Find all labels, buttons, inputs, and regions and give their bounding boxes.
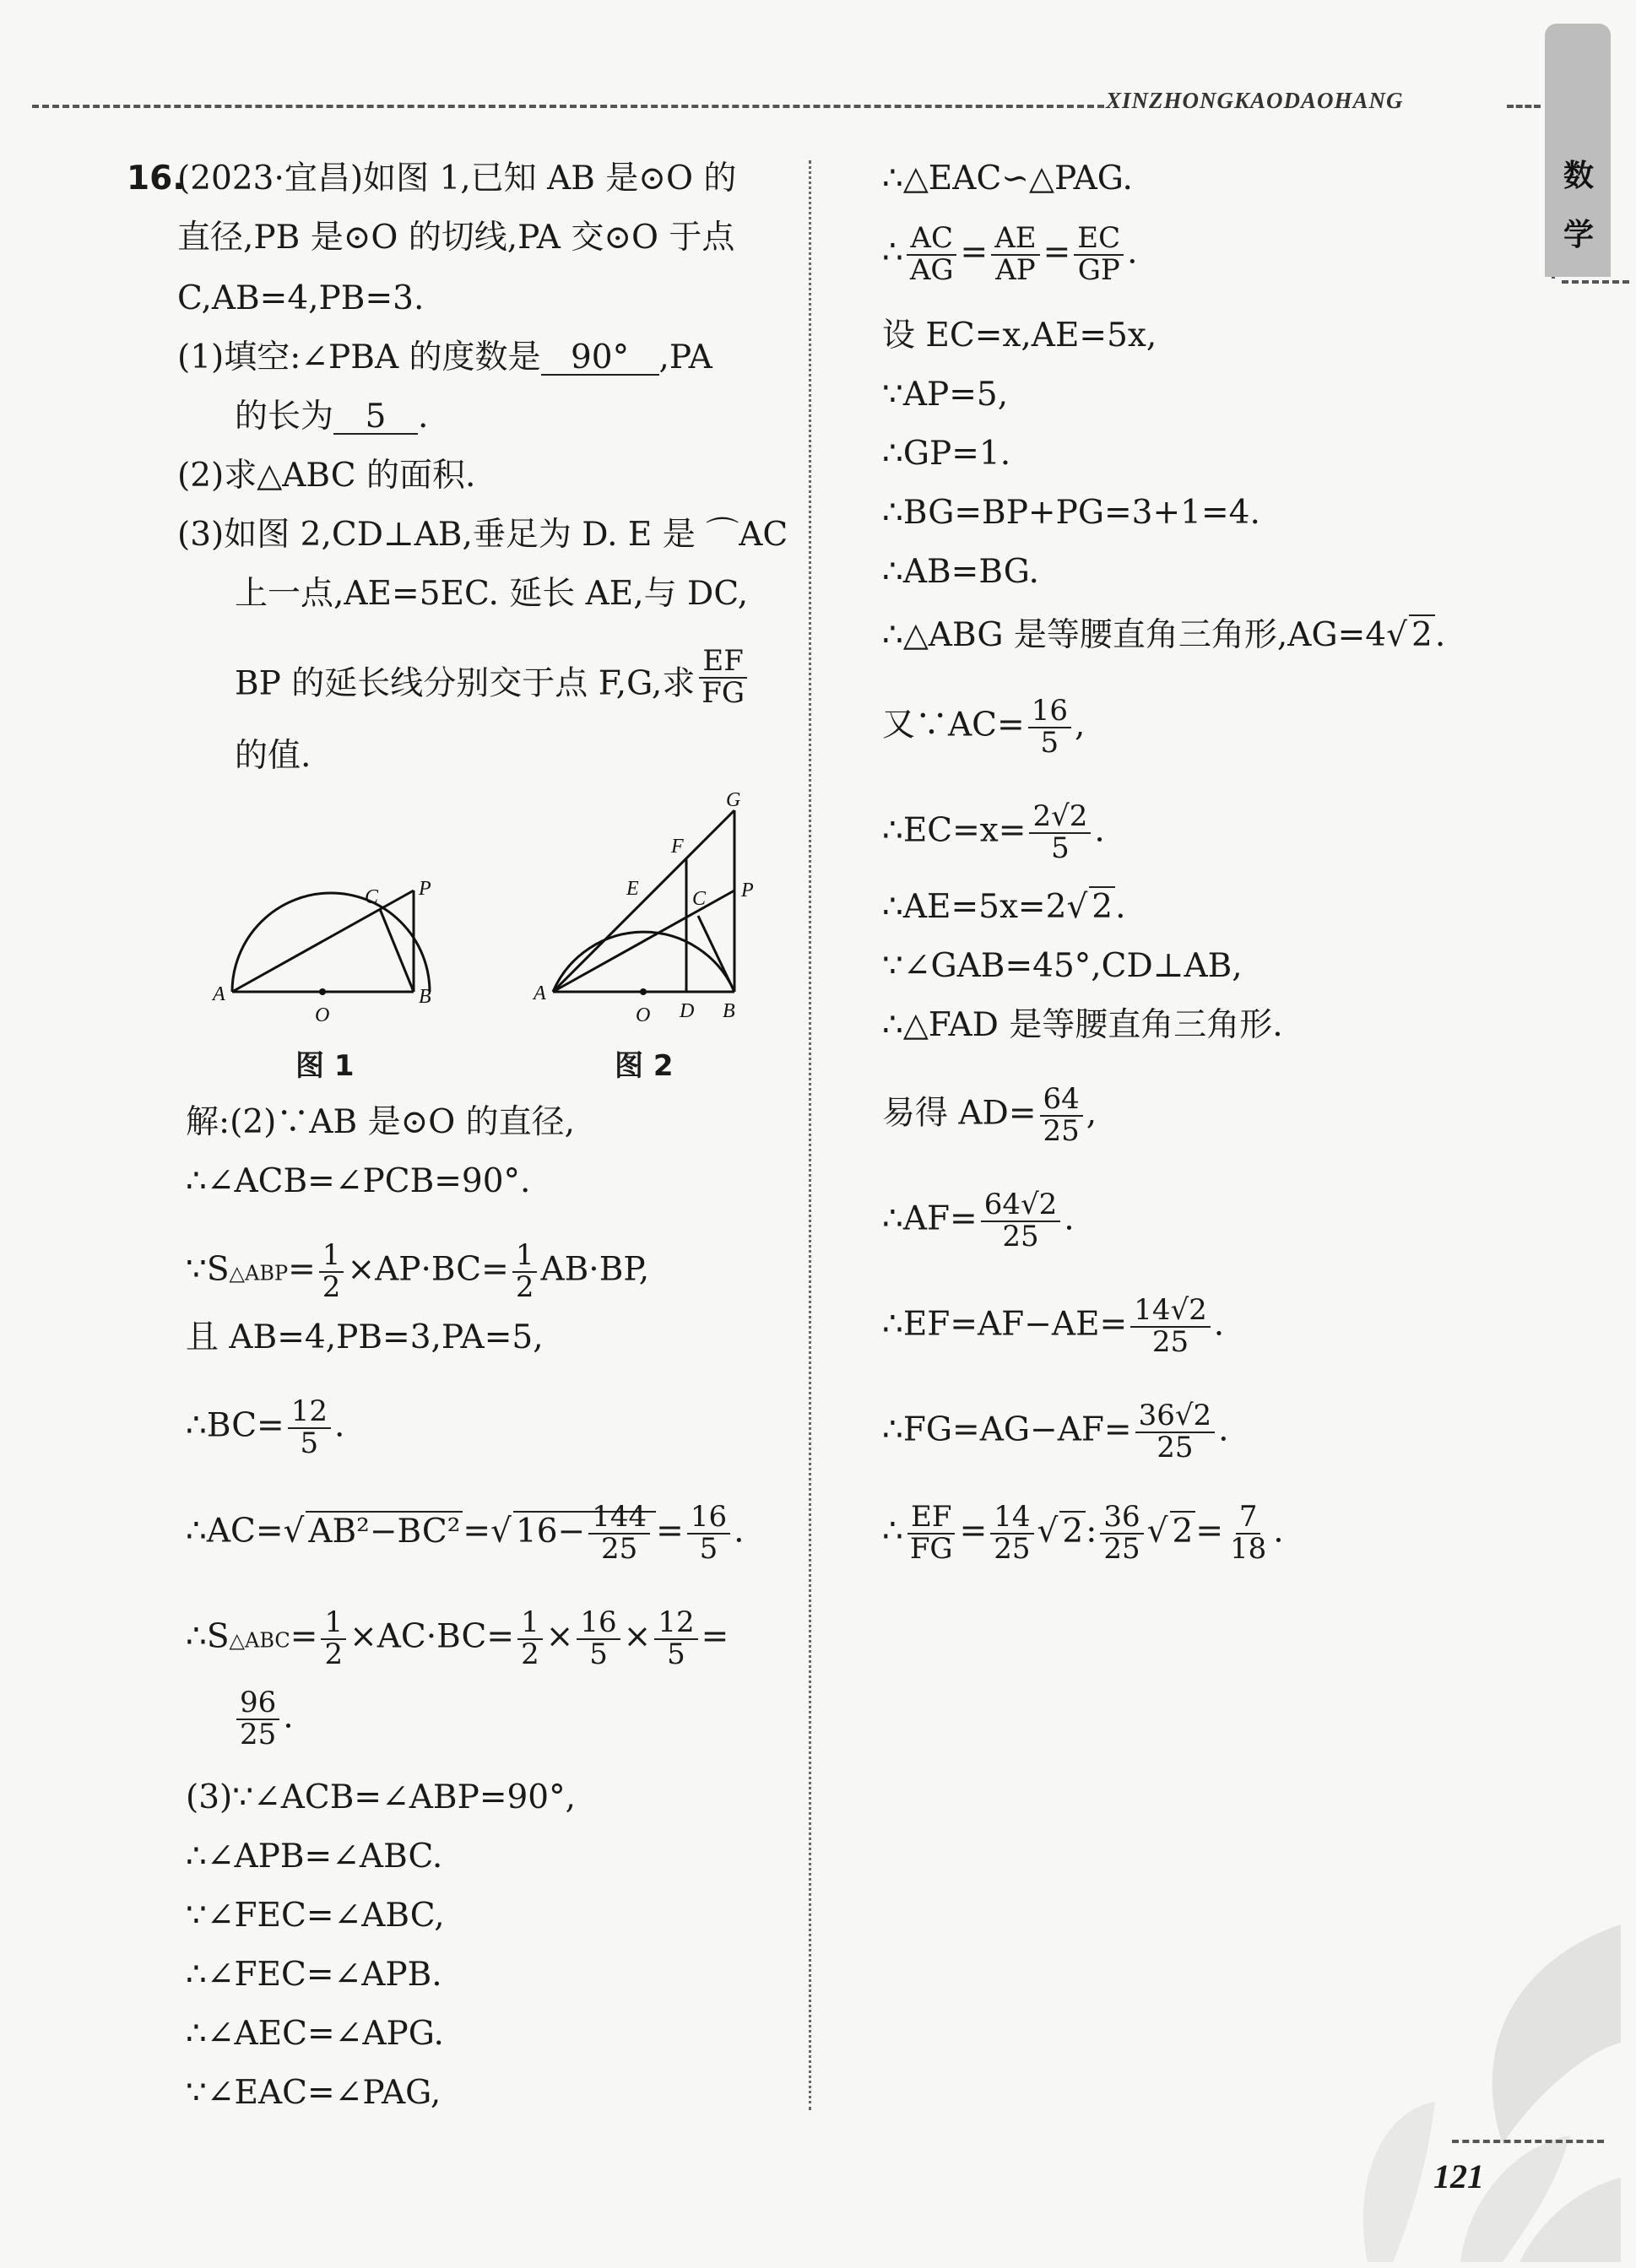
question-3-line-3 [235,644,751,717]
fraction-ae-ap: $\frac{AE}{AP}$ [991,224,1039,285]
fig1-label-p: P [419,878,431,900]
sol-right-line-11: ∴AE=5x=2√ 2. [882,888,1126,926]
sol-left-line-6: ∴AC=√ AB²−BC²=√ 16− $\frac{144}{25}$ = $\frac{16}{5}$ . [186,1500,745,1566]
sol-right-line-12: ∵∠GAB=45°,CD⊥AB, [882,947,1243,985]
page-number: 121 [1433,2157,1484,2195]
fig2-label-f: F [671,836,684,858]
fig2-label-d: D [680,1000,695,1022]
side-tab-char-1: 数 [1563,159,1594,193]
fraction-ef-fg: $\frac{EF}{FG}$ [907,1502,956,1564]
question-2: (2)求△ABC 的面积. [177,457,476,495]
q1-line2-prefix: 的长为 [235,398,334,436]
sol-left-line-1: 解:(2)∵AB 是⊙O 的直径, [186,1103,576,1141]
q1-mid: ,PA [658,338,712,376]
sol-left-line-7: ∴S△ABC= $\frac{1}{2}$ ×AC·BC= $\frac{1}{2}$ × $\frac{16}{5}$ × $\frac{12}{5}$ = [186,1605,729,1671]
running-title: XINZHONGKAODAOHANG [1106,88,1404,113]
question-3-line-1: (3)如图 2,CD⊥AB,垂足为 D. E 是 ⌒AC [177,516,788,554]
header-dashed-rule [32,105,1104,108]
fig2-line-ap [553,890,734,992]
problem-number: 16. [127,160,186,198]
fraction-ec-gp: $\frac{EC}{GP}$ [1074,224,1124,285]
q1-line2-suffix: . [418,398,429,436]
sol-left-line-9: (3)∵∠ACB=∠ABP=90°, [186,1778,577,1816]
sol-left-line-2: ∴∠ACB=∠PCB=90°. [186,1162,531,1200]
sol-right-line-16: ∴EF=AF−AE= $\frac{14√2}{25}$ . [882,1293,1225,1359]
sol-left-line-14: ∵∠EAC=∠PAG, [186,2074,442,2112]
fig1-label-o: O [315,1004,330,1026]
sol-right-line-9: 又∵AC= $\frac{16}{5}$ , [882,694,1086,760]
sol-right-line-2: ∴ $\frac{AC}{AG}$ = $\frac{AE}{AP}$ = $\frac{EC}{GP}$ . [882,221,1138,287]
fig2-label-a: A [534,982,546,1004]
fraction-12-5: $\frac{12}{5}$ [654,1608,697,1670]
sol-left-line-10: ∴∠APB=∠ABC. [186,1838,443,1876]
fraction-96-25: $\frac{96}{25}$ [236,1688,279,1750]
problem-line-1: (2023·宜昌)如图 1,已知 AB 是⊙O 的 [177,160,737,198]
sol-right-line-8: ∴△ABG 是等腰直角三角形,AG=4√ 2. [882,616,1446,654]
tab-dashed-rule [1562,280,1629,284]
sol-right-line-4: ∵AP=5, [882,376,1009,414]
q1-answer-1: 90° [541,341,659,376]
question-1-line-2 [235,400,428,435]
sol-right-line-6: ∴BG=BP+PG=3+1=4. [882,494,1260,532]
sol-left-line-12: ∴∠FEC=∠APB. [186,1956,442,1994]
sol-right-line-3: 设 EC=x,AE=5x, [882,317,1157,355]
fraction-16-5: $\frac{16}{5}$ [577,1608,620,1670]
fig2-label-b: B [723,1000,735,1022]
fraction-2r2-5: $\frac{2√2}{5}$ [1029,802,1091,863]
sol-left-line-4: 且 AB=4,PB=3,PA=5, [186,1318,544,1356]
figure-1 [203,861,464,1030]
fraction-half: $\frac{1}{2}$ [321,1608,346,1670]
header-dashed-rule-end [1507,105,1541,108]
fraction-36r2-25: $\frac{36√2}{25}$ [1135,1401,1216,1463]
footer-dashed-rule [1452,2140,1604,2143]
fraction-36-25: $\frac{36}{25}$ [1100,1502,1143,1564]
sol-right-line-15: ∴AF= $\frac{64√2}{25}$ . [882,1188,1075,1253]
fig1-label-b: B [419,986,431,1008]
fig1-label-a: A [213,983,225,1005]
q1-prefix: (1)填空:∠PBA 的度数是 [177,338,541,376]
subject-side-tab [1545,24,1611,277]
fraction-bc: $\frac{12}{5}$ [288,1397,331,1459]
decorative-leaf-shapes [1266,1924,1621,2262]
sol-right-line-13: ∴△FAD 是等腰直角三角形. [882,1006,1283,1044]
sol-left-line-13: ∴∠AEC=∠APG. [186,2015,444,2053]
fig2-line-ag [553,810,734,992]
fraction-14r2-25: $\frac{14√2}{25}$ [1130,1296,1211,1357]
q3-line3-text: BP 的延长线分别交于点 F,G,求 [235,664,696,703]
sol-left-line-5: ∴BC= $\frac{12}{5}$ . [186,1394,345,1460]
question-1-line-1 [177,338,712,376]
fig2-label-o: O [636,1004,651,1026]
fig2-center-dot [640,988,647,995]
sol-left-line-8: $\frac{96}{25}$ . [233,1688,294,1750]
fraction-16-5: $\frac{16}{5}$ [687,1502,730,1564]
fig1-label-c: C [365,886,379,908]
sol-right-line-1: ∴△EAC∽△PAG. [882,160,1133,198]
fig1-center-dot [319,988,326,995]
fraction-ac-ag: $\frac{AC}{AG}$ [907,224,957,285]
sol-right-line-17: ∴FG=AG−AF= $\frac{36√2}{25}$ . [882,1399,1229,1464]
sol-right-line-18: ∴ $\frac{EF}{FG}$ = $\frac{14}{25}$ √ 2: $\frac{36}{25}$ √ 2= $\frac{7}{18}$ . [882,1500,1284,1566]
sol-left-line-3: ∵S△ABP= $\frac{1}{2}$ ×AP·BC= $\frac{1}{2}$ AB·BP, [186,1238,650,1304]
fraction-64r2-25: $\frac{64√2}{25}$ [981,1190,1061,1252]
fig2-label-p: P [741,880,754,901]
fig1-chord-cb [380,909,414,992]
question-3-line-2: 上一点,AE=5EC. 延长 AE,与 DC, [235,575,749,613]
fraction-7-18: $\frac{7}{18}$ [1230,1500,1267,1566]
sol-right-line-14: 易得 AD= $\frac{64}{25}$ , [882,1082,1097,1148]
q1-answer-2: 5 [333,400,418,435]
sol-right-line-5: ∴GP=1. [882,435,1011,473]
fig2-label-g: G [726,789,741,811]
problem-line-2: 直径,PB 是⊙O 的切线,PA 交⊙O 于点 [177,219,735,257]
fraction-64-25: $\frac{64}{25}$ [1040,1085,1083,1146]
figure-1-caption: 图 1 [295,1049,355,1083]
column-divider [809,160,811,2110]
figure-2 [523,777,777,1030]
fig1-semicircle [232,893,430,992]
fig2-label-e: E [626,878,639,900]
fig1-secant-pa [232,890,414,992]
fraction-half: $\frac{1}{2}$ [512,1241,538,1302]
question-3-line-4: 的值. [235,737,311,775]
sol-left-line-11: ∵∠FEC=∠ABC, [186,1897,445,1935]
fraction-16-5: $\frac{16}{5}$ [1028,696,1071,758]
fig2-label-c: C [692,888,707,910]
fraction-144-25: $\frac{144}{25}$ [588,1502,650,1564]
fraction-half: $\frac{1}{2}$ [517,1608,543,1670]
problem-line-3: C,AB=4,PB=3. [177,279,425,317]
side-tab-char-2: 学 [1563,218,1594,252]
figure-2-caption: 图 2 [615,1049,674,1083]
q3-fraction: $\frac{EF}{FG}$ [698,647,748,708]
sol-right-line-7: ∴AB=BG. [882,553,1039,591]
sol-right-line-10: ∴EC=x= $\frac{2√2}{5}$ . [882,799,1105,865]
fraction-half: $\frac{1}{2}$ [319,1241,344,1302]
fraction-14-25: $\frac{14}{25}$ [990,1502,1033,1564]
